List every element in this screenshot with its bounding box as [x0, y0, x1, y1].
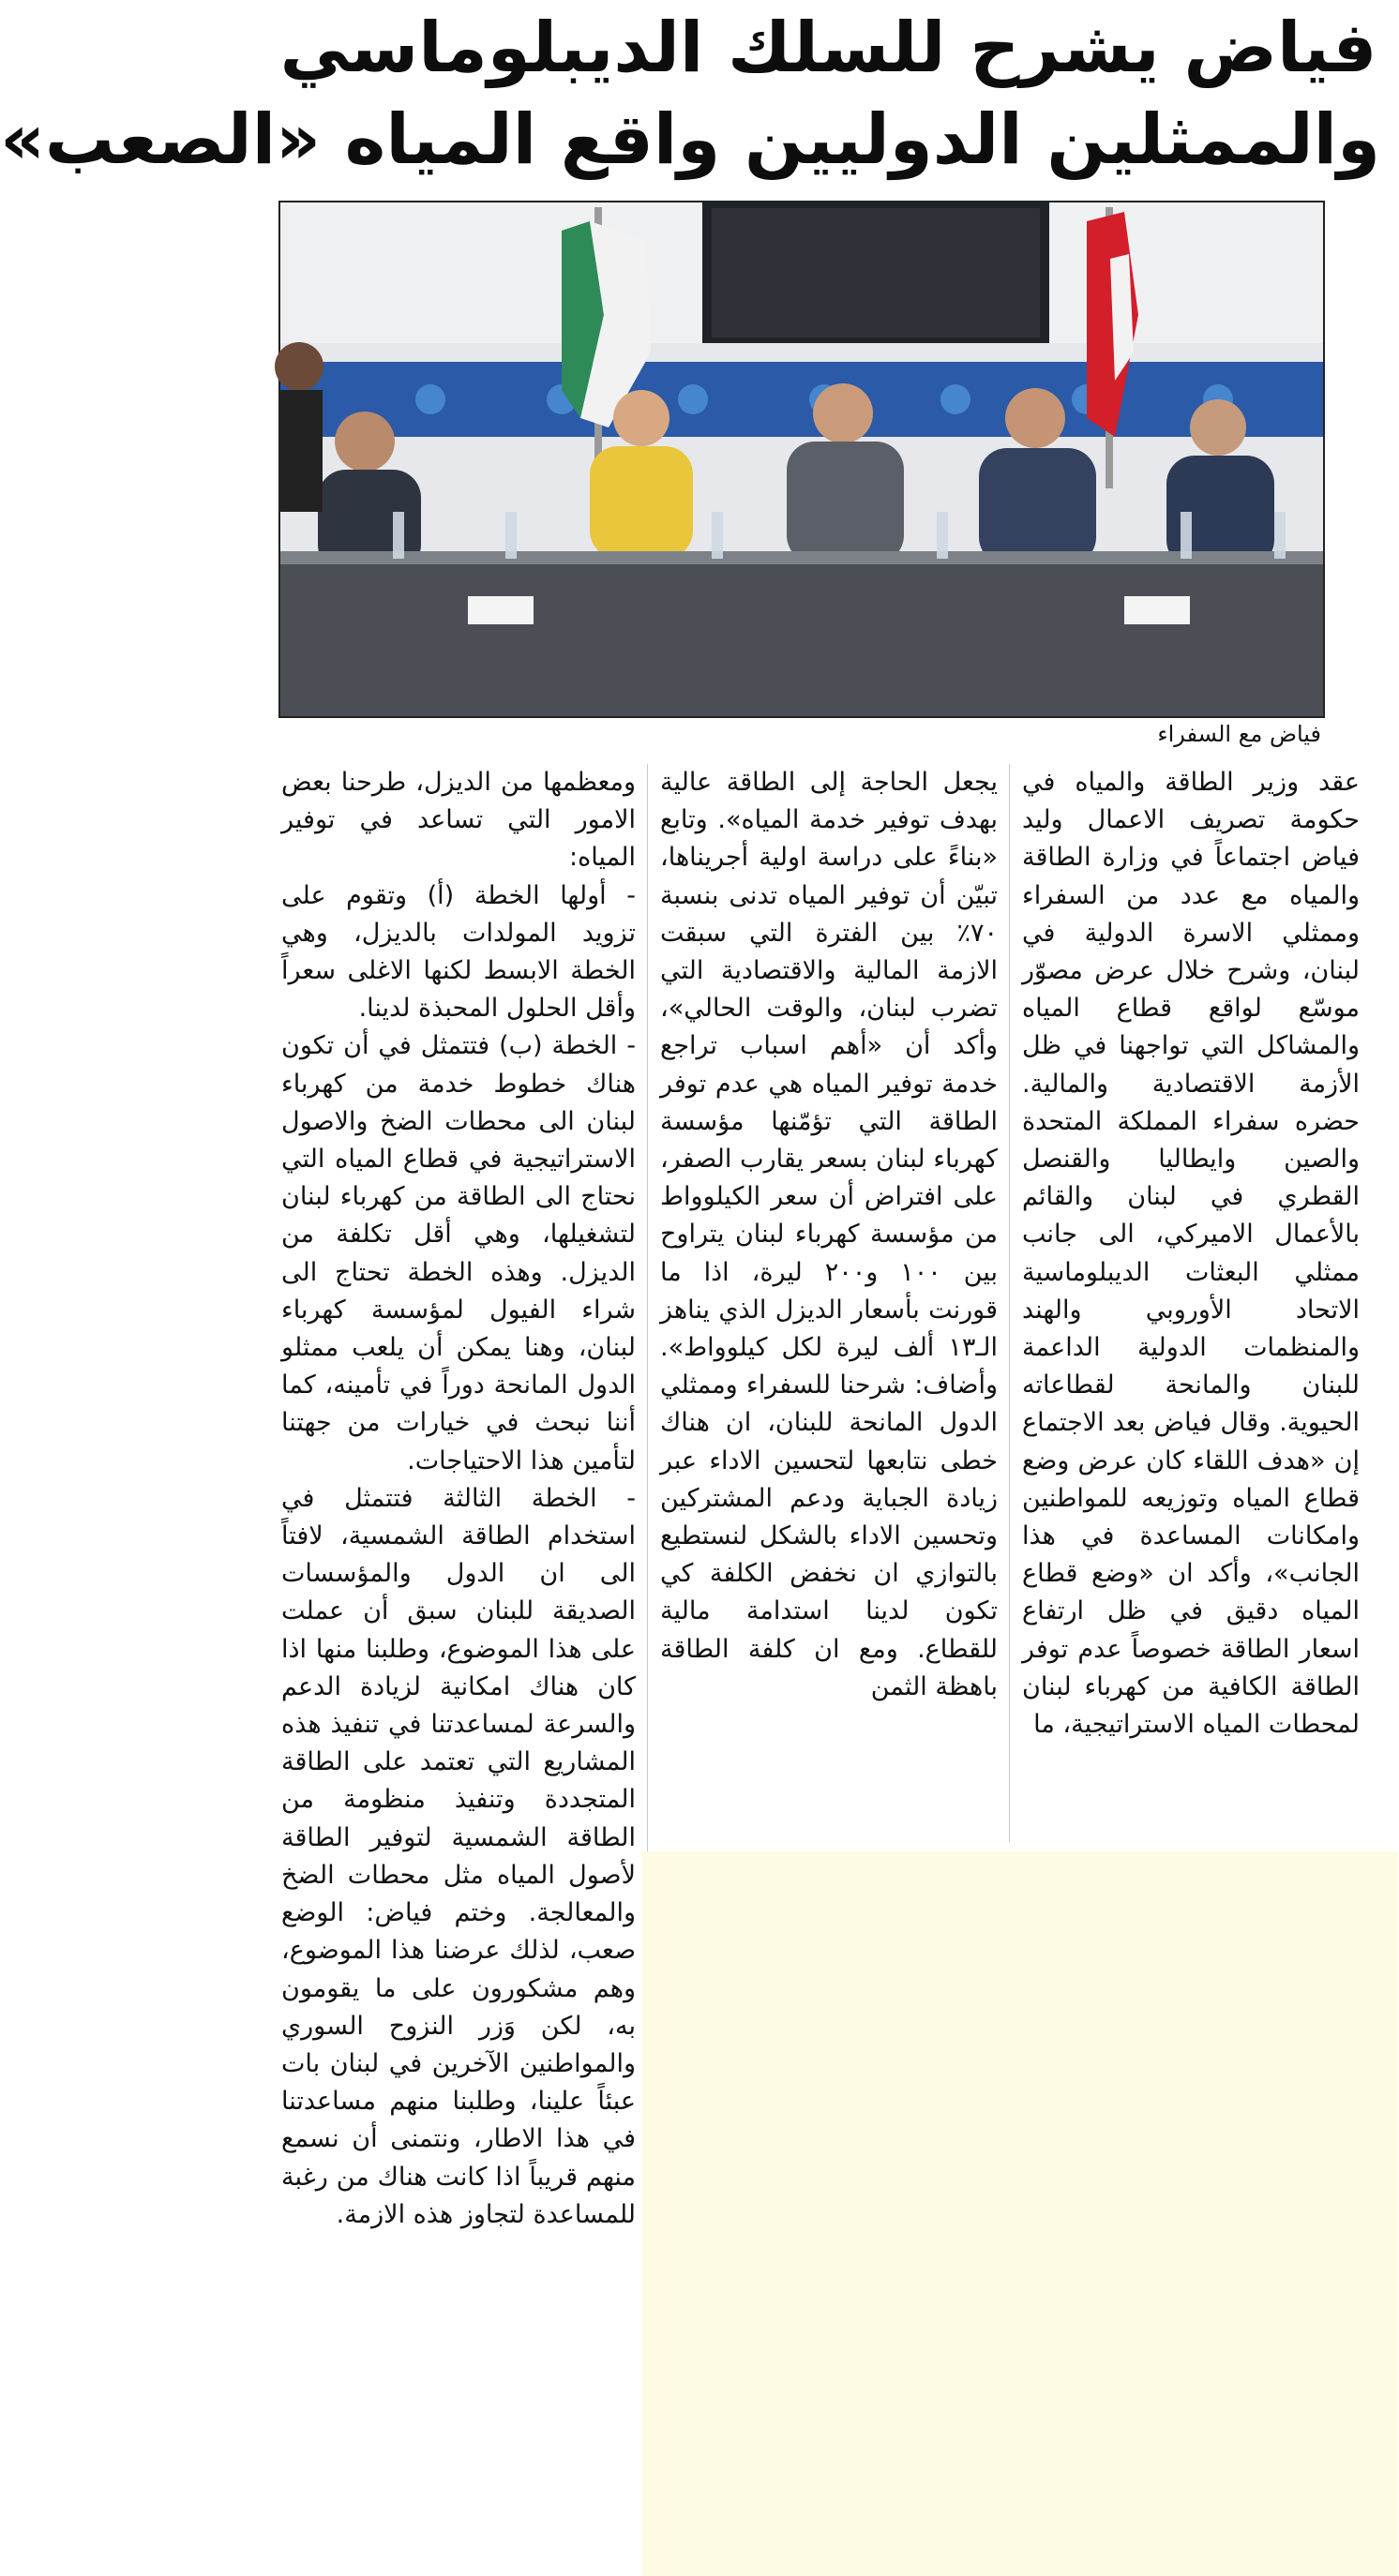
headline-line-1: فياض يشرح للسلك الديبلوماسي: [279, 7, 1377, 88]
column-3-paragraph: - أولها الخطة (أ) وتقوم على تزويد المولدات بالديزل، وهي الخطة الابسط لكنها الاغلى سعراً وأقل الحلول المحبذة لدينا.: [281, 880, 636, 1024]
article-column-2: [660, 764, 998, 1851]
article-column-1: [1022, 764, 1360, 1851]
meeting-photo-illustration: [280, 202, 1323, 716]
article-column-3: [281, 764, 636, 2545]
blank-highlight-area: [642, 1851, 1398, 2576]
column-2-text: يجعل الحاجة إلى الطاقة عالية بهدف توفير خدمة المياه». وتابع «بناءً على دراسة اولية أجريناها، تبيّن أن توفير المياه تدنى بنسبة ٧٠٪ بين الفترة التي سبقت الازمة المالية والاقتصادية التي تضرب لبنان، والوقت الحالي»، وأكد أن «أهم اسباب تراجع خدمة توفير المياه هي عدم توفر الطاقة التي تؤمّنها مؤسسة كهرباء لبنان بسعر يقارب الصفر، على افتراض أن سعر الكيلوواط من مؤسسة كهرباء لبنان يتراوح بين ١٠٠ و٢٠٠ ليرة، اذا ما قورنت بأسعار الديزل الذي يناهز الـ١٣ ألف ليرة لكل كيلوواط». وأضاف: شرحنا للسفراء وممثلي الدول المانحة للبنان، ان هناك خطى نتابعها لتحسين الاداء عبر زيادة الجباية ودعم المشتركين وتحسين الاداء بالشكل لنستطيع بالتوازي ان نخفض الكلفة كي تكون لدينا استدامة مالية للقطاع. ومع ان كلفة الطاقة باهظة الثمن: [660, 768, 998, 1701]
column-3-paragraph: - الخطة (ب) فتتمثل في أن تكون هناك خطوط خدمة من كهرباء لبنان الى محطات الضخ والاصول الاستراتيجية في قطاع المياه التي نحتاج الى الطاقة من كهرباء لبنان لتشغيلها، وهي أقل تكلفة من الديزل. وهذه الخطة تحتاج الى شراء الفيول لمؤسسة كهرباء لبنان، وهنا يمكن أن يلعب ممثلو الدول المانحة دوراً في تأمينه، كما أننا نبحث في خيارات من جهتنا لتأمين هذا الاحتياجات.: [281, 1031, 636, 1475]
headline-line-2: والممثلين الدوليين واقع المياه «الصعب»: [0, 99, 1380, 180]
column-1-text: عقد وزير الطاقة والمياه في حكومة تصريف الاعمال وليد فياض اجتماعاً في وزارة الطاقة والمياه مع عدد من السفراء وممثلي الاسرة الدولية في لبنان، وشرح خلال عرض مصوّر موسّع لواقع قطاع المياه والمشاكل التي تواجهنا في ظل الأزمة الاقتصادية والمالية. حضره سفراء المملكة المتحدة والصين وايطاليا والقنصل القطري في لبنان والقائم بالأعمال الاميركي، الى جانب ممثلي البعثات الديبلوماسية الاتحاد الأوروبي والهند والمنظمات الدولية الداعمة للبنان والمانحة لقطاعاته الحيوية. وقال فياض بعد الاجتماع إن «هدف اللقاء كان عرض وضع قطاع المياه وتوزيعه للمواطنين وامكانات المساعدة في هذا الجانب»، وأكد ان «وضع قطاع المياه دقيق في ظل ارتفاع اسعار الطاقة خصوصاً عدم توفر الطاقة الكافية من كهرباء لبنان لمحطات المياه الاستراتيجية، ما: [1022, 768, 1360, 1740]
article-photo: [278, 201, 1325, 718]
column-3-paragraph: ومعظمها من الديزل، طرحنا بعض الامور التي تساعد في توفير المياه:: [281, 768, 636, 873]
column-divider: [1009, 764, 1010, 1842]
photo-caption: فياض مع السفراء: [1157, 721, 1321, 747]
column-3-paragraph: - الخطة الثالثة فتتمثل في استخدام الطاقة الشمسية، لافتاً الى ان الدول والمؤسسات الصديقة للبنان سبق أن عملت على هذا الموضوع، وطلبنا منها اذا كان هناك امكانية لزيادة الدعم والسرعة لمساعدتنا في تنفيذ هذه المشاريع التي تعتمد على الطاقة المتجددة وتنفيذ منظومة من الطاقة الشمسية لتوفير الطاقة لأصول المياه مثل محطات الضخ والمعالجة. وختم فياض: الوضع صعب، لذلك عرضنا هذا الموضوع، وهم مشكورون على ما يقومون به، لكن وَزر النزوح السوري والمواطنين الآخرين في لبنان بات عبئاً علينا، وطلبنا منهم مساعدتنا في هذا الاطار، ونتمنى أن نسمع منهم قريباً اذا كانت هناك من رغبة للمساعدة لتجاوز هذه الازمة.: [281, 1483, 636, 2229]
